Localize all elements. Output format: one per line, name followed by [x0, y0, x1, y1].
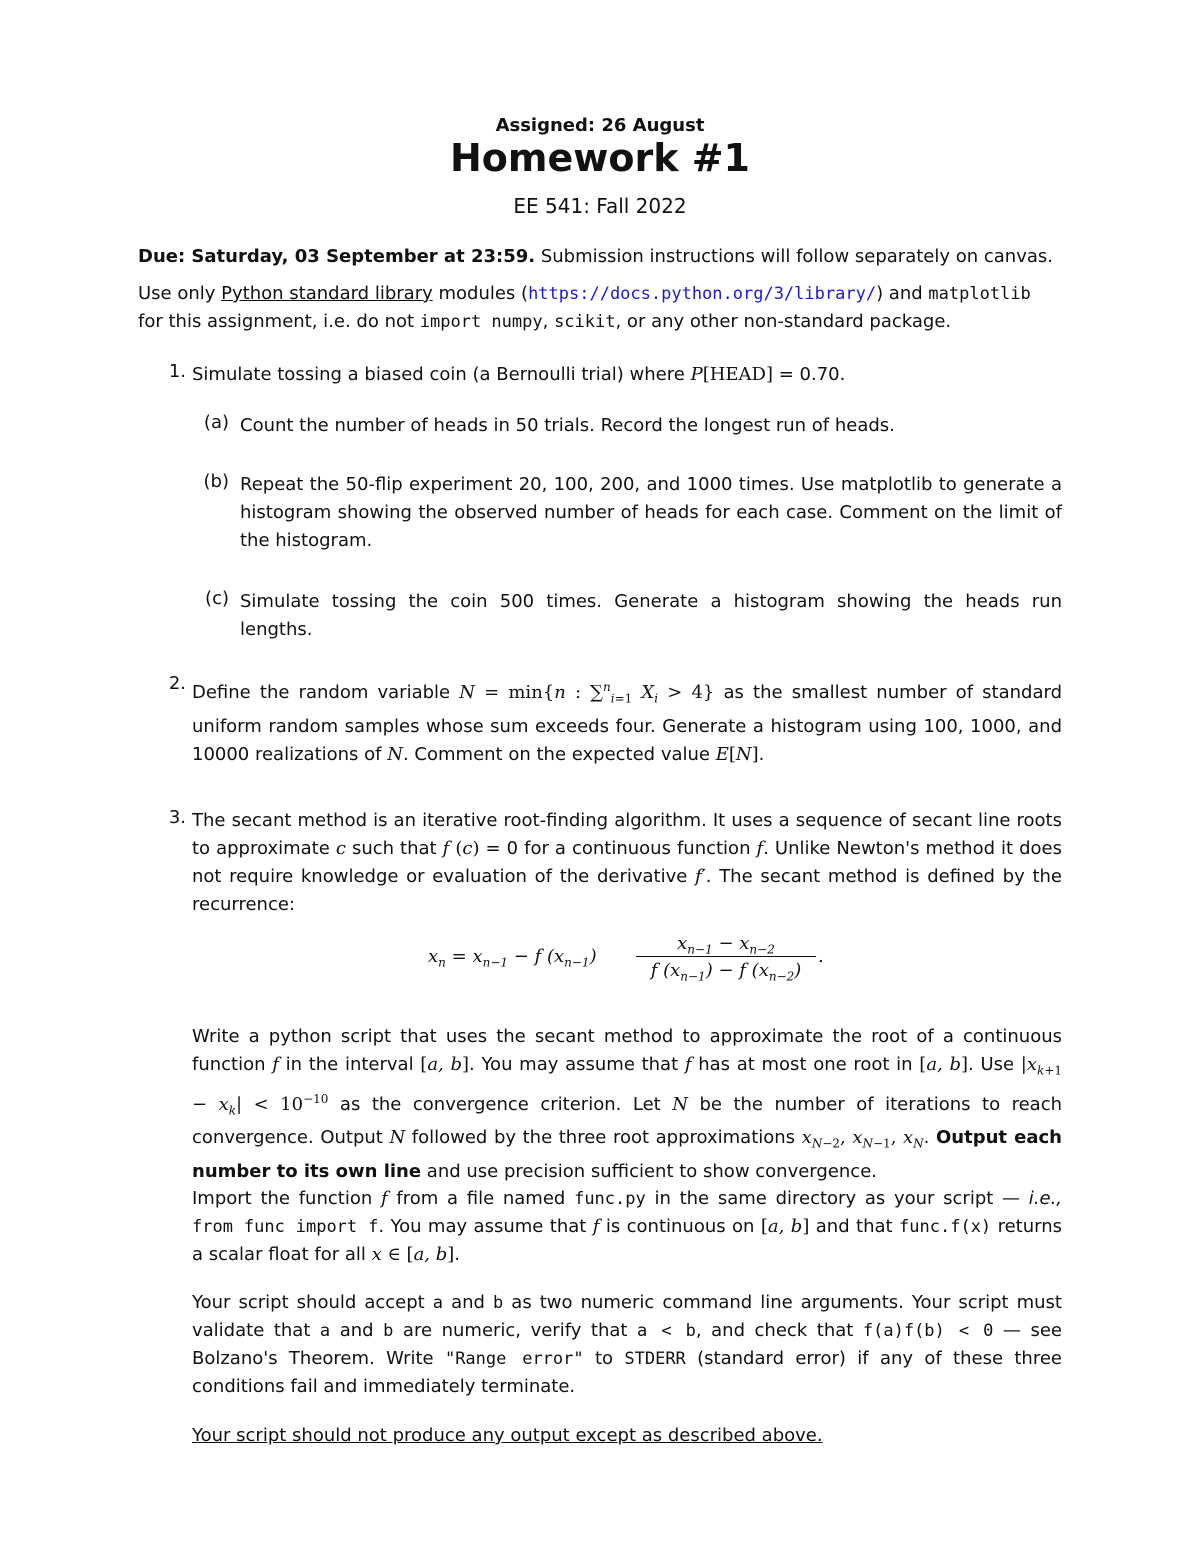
code-b: b [383, 1321, 394, 1341]
text-span: and that [809, 1216, 900, 1237]
problem-1c-text: Simulate tossing the coin 500 times. Generate a histogram showing the heads run lengths. [240, 591, 1062, 640]
problem-2-number: 2. [168, 673, 186, 694]
text-span: followed by the three root approximations [405, 1127, 802, 1149]
text-span: , or any other non-standard package. [615, 311, 952, 332]
text-span: be the number of iterations to reach convergence. Output [192, 1093, 1062, 1149]
text-span: . You may assume that [378, 1216, 593, 1237]
text-span: for this assignment, i.e. do not [138, 311, 420, 332]
text-span: has at most one root in [691, 1054, 920, 1075]
text-span: ) and [876, 283, 929, 304]
page-title: Homework #1 [449, 136, 750, 180]
problem-1-text: Simulate tossing a biased coin (a Bernoulli trial) where P[HEAD] = 0.70. [192, 364, 846, 385]
text-span: in the interval [278, 1054, 421, 1075]
text-span: . You may assume that [469, 1054, 685, 1075]
assigned-date: Assigned: 26 August [495, 115, 705, 136]
final-note: Your script should not produce any output except as described above. [192, 1425, 823, 1446]
problem-3-paragraph-3 [192, 1289, 1062, 1401]
text-span: modules ( [432, 283, 529, 304]
text-span: to [583, 1348, 625, 1369]
import-numpy-code: import numpy [419, 312, 543, 332]
text-span: returns a scalar float for all [192, 1216, 1063, 1265]
text-span: from a file named [387, 1188, 575, 1209]
due-line [138, 243, 1063, 271]
matplotlib-code: matplotlib [928, 284, 1031, 304]
text-span: and use precision sufficient to show convergence. [421, 1160, 877, 1182]
text-span: and [330, 1320, 384, 1341]
text-span: = 0.70. [773, 364, 846, 385]
func-file-code: func.py [574, 1189, 646, 1209]
text-span: . The secant method is defined by the recurrence: [192, 866, 1062, 915]
text-span: . Comment on the expected value [402, 743, 716, 765]
text-span: . Unlike Newton's method it does not require knowledge or evaluation of the derivative [192, 838, 1063, 887]
text-span: and [443, 1292, 493, 1313]
code-b: b [493, 1293, 504, 1313]
text-span: = 0 for a continuous function [479, 838, 757, 859]
problem-1a-text: Count the number of heads in 50 trials. Record the longest run of heads. [240, 415, 895, 436]
docs-url-link[interactable]: https://docs.python.org/3/library/ [528, 284, 877, 304]
text-span: in the same directory as your script — [645, 1188, 1029, 1209]
problem-1a-label: (a) [203, 412, 229, 433]
text-span: — see Bolzano's Theorem. Write [192, 1320, 1062, 1369]
text-span: as two numeric command line arguments. Your script must validate that [192, 1292, 1062, 1341]
text-span: . [923, 1127, 936, 1149]
text-span: i.e., [1028, 1188, 1063, 1209]
scikit-code: scikit [554, 312, 616, 332]
import-code: from func import f [192, 1217, 379, 1237]
text-span: , [542, 311, 555, 332]
secant-recurrence-equation: $x_n = x_{n-1} - f$ $(x_{n-1})$ $x_{n-1} - x_{n-2}$ f $(x_{n-1}) - f$ $(x_{n-2})$ . [428, 933, 824, 984]
code-range-error: "Range error" [444, 1349, 584, 1369]
text-span: such that [345, 838, 443, 859]
problem-1c-label: (c) [205, 588, 229, 609]
code-stderr: STDERR [624, 1349, 686, 1369]
due-date: Due: Saturday, 03 September at 23:59. [138, 246, 536, 267]
text-span: . [454, 1244, 461, 1265]
submission-note: Submission instructions will follow separately on canvas. [535, 246, 1053, 267]
problem-1-number: 1. [168, 361, 186, 382]
course-subtitle: EE 541: Fall 2022 [513, 194, 687, 218]
text-span: Use only [138, 283, 222, 304]
code-fab: f(a)f(b) < 0 [862, 1321, 994, 1341]
text-span: are numeric, verify that [393, 1320, 638, 1341]
problem-1b-text: Repeat the 50-flip experiment 20, 100, 200, and 1000 times. Use matplotlib to generate a histogram showing the observed number of heads for each case. Comment on the limit of the histogram. [240, 474, 1062, 551]
text-span: Your script should accept [192, 1292, 433, 1313]
stdlib-link[interactable]: Python standard library [221, 283, 433, 304]
problem-2-text: Define the random variable N = min{n : ∑$^n_{i=1}$ $X_i > 4$} as the smallest number of standard uniform random samples whose sum exceeds four. Generate a histogram using 100, 1000, and 10000 realizations of N. Comment on the expected value E[N]. [192, 680, 1062, 765]
func-call-code: func.f(x) [899, 1217, 992, 1237]
problem-1b-label: (b) [203, 471, 229, 492]
output-requirement: Output each number to its own line [192, 1127, 1062, 1182]
code-a: a [319, 1321, 331, 1341]
text-span: (standard error) if any of these three conditions fail and immediately terminate. [192, 1348, 1062, 1397]
text-span: Simulate tossing a biased coin (a Bernoulli trial) where [192, 364, 691, 385]
text-span: . Use [968, 1054, 1021, 1075]
problem-3-paragraph-1: Write a python script that uses the secant method to approximate the root of a continuous function f in the interval [a, b]. You may assume that f has at most one root in [a, b]. Use $|x_{k+1} - x_k| < 10^{-10}$ as the convergence criterion. Let N be the number of iterations to reach convergence. Output N followed by the three root approximations $x_{N-2}$, $x_{N-1}$, $x_N$. Output each number to its own line and use precision sufficient to show convergence. [192, 1026, 1062, 1182]
problem-3-intro: The secant method is an iterative root-finding algorithm. It uses a sequence of secant line roots to approximate c such that f (c) = 0 for a continuous function f. Unlike Newton's method it does not require knowledge or evaluation of the derivative f′. The secant method is defined by the recurrence: [192, 810, 1063, 915]
text-span: as the convergence criterion. Let [328, 1093, 673, 1115]
text-span: is continuous on [599, 1216, 761, 1237]
text-span: , and check that [695, 1320, 863, 1341]
text-span: . [758, 743, 765, 765]
library-instructions [138, 280, 1063, 336]
text-span: Import the function [192, 1188, 381, 1209]
text-span: Define the random variable [192, 682, 460, 703]
problem-3-number: 3. [168, 807, 186, 828]
problem-3-paragraph-2: Import the function f from a file named func.py in the same directory as your script — i.e., from func import f. You may assume that f is continuous on [a, b] and that func.f(x) returns a scalar float for all x ∈ [a, b]. [192, 1188, 1063, 1265]
text-span: as the smallest number of standard uniform random samples whose sum exceeds four. Generate a histogram using 100, 1000, and 10000 realizations of [192, 682, 1062, 765]
code-a-less-b: a < b [637, 1321, 696, 1341]
code-a: a [432, 1293, 444, 1313]
text-span: Write a python script that uses the secant method to approximate the root of a continuous function [192, 1026, 1062, 1075]
text-span: The secant method is an iterative root-finding algorithm. It uses a sequence of secant line roots to approximate [192, 810, 1062, 859]
